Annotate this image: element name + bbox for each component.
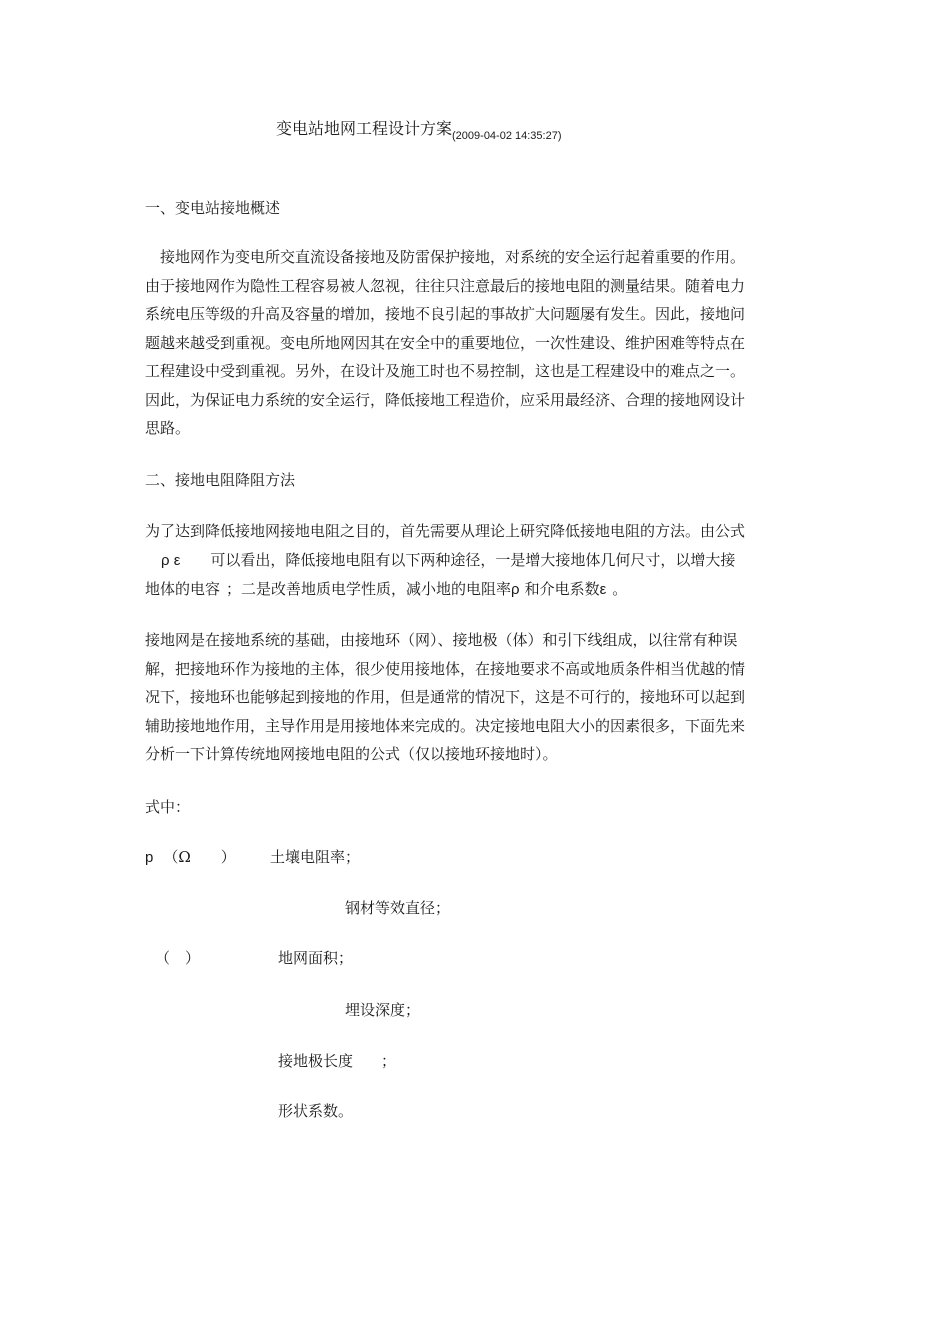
formula-label: 式中： — [145, 798, 191, 816]
para2-line: 辅助接地地作用，主导作用是用接地体来完成的。决定接地电阻大小的因素很多，下面先来 — [145, 716, 746, 735]
para2-line: 况下，接地环也能够起到接地的作用，但是通常的情况下，这是不可行的，接地环可以起到 — [145, 688, 746, 706]
length-end: ； — [381, 1052, 397, 1070]
rho-epsilon-symbols: ρ ε — [161, 551, 181, 569]
para1-line-1: 为了达到降低接地网接地电阻之目的，首先需要从理论上研究降低接地电阻的方法。由公式 — [145, 522, 746, 540]
diameter-description: 钢材等效直径； — [345, 899, 451, 917]
epsilon-symbol: ε — [599, 581, 607, 598]
para2-line: 接地网是在接地系统的基础，由接地环（网）、接地极（体）和引下线组成，以往常有种误 — [145, 631, 738, 649]
page-title — [276, 116, 562, 142]
section1-line: 系统电压等级的升高及容量的增加，接地不良引起的事故扩大问题屡有发生。因此，接地问 — [145, 305, 746, 323]
title-main: 变电站地网工程设计方案 — [276, 119, 453, 138]
section1-line: 接地网作为变电所交直流设备接地及防雷保护接地，对系统的安全运行起着重要的作用。 — [160, 248, 746, 266]
section1-heading: 一、变电站接地概述 — [145, 199, 281, 217]
para2-line: 分析一下计算传统地网接地电阻的公式（仅以接地环接地时）。 — [145, 745, 558, 763]
section1-line: 由于接地网作为隐性工程容易被人忽视，往往只注意最后的接地电阻的测量结果。随着电力 — [145, 276, 746, 295]
rho-row — [145, 846, 236, 867]
depth-description: 埋设深度； — [345, 1001, 421, 1019]
length-row — [278, 1050, 396, 1071]
length-description: 接地极长度 — [278, 1052, 354, 1070]
section1-line: 题越来越受到重视。变电所地网因其在安全中的重要地位，一次性建设、维护困难等特点在 — [145, 333, 746, 352]
title-date: (2009-04-02 14:35:27) — [452, 130, 562, 142]
rho-unit: （Ω ） — [163, 848, 236, 866]
para2-line: 解，把接地环作为接地的主体，很少使用接地体，在接地要求不高或地质条件相当优越的情 — [145, 659, 746, 678]
para1-line-3-c: 和介电系数 — [524, 580, 600, 598]
section1-paragraph — [145, 243, 809, 443]
section2-paragraph-2 — [145, 626, 809, 769]
para1-line-3 — [145, 575, 809, 605]
para1-line-2 — [145, 546, 809, 576]
section2-heading: 二、接地电阻降阻方法 — [145, 471, 296, 489]
para1-line-3-d: 。 — [612, 580, 628, 598]
para1-line-3-a: 地体的电容 — [145, 580, 221, 598]
para1-line-3-b: ；二是改善地质电学性质，减小地的电阻率 — [226, 580, 512, 598]
area-description: 地网面积； — [278, 949, 354, 967]
section1-line: 工程建设中受到重视。另外，在设计及施工时也不易控制，这也是工程建设中的难点之一。 — [145, 362, 746, 380]
rho-description: 土壤电阻率； — [270, 848, 361, 866]
section1-line: 思路。 — [145, 419, 191, 437]
shape-description: 形状系数。 — [278, 1102, 354, 1120]
area-unit: （ ） — [155, 949, 201, 967]
section1-line: 因此，为保证电力系统的安全运行，降低接地工程造价，应采用最经济、合理的接地网设计 — [145, 390, 746, 409]
rho-symbol: ρ — [511, 581, 520, 598]
rho-symbol-p: p — [145, 849, 154, 866]
para1-line-2-text: 可以看出，降低接地电阻有以下两种途径，一是增大接地体几何尺寸，以增大接 — [210, 550, 736, 569]
section2-paragraph-1 — [145, 517, 809, 605]
